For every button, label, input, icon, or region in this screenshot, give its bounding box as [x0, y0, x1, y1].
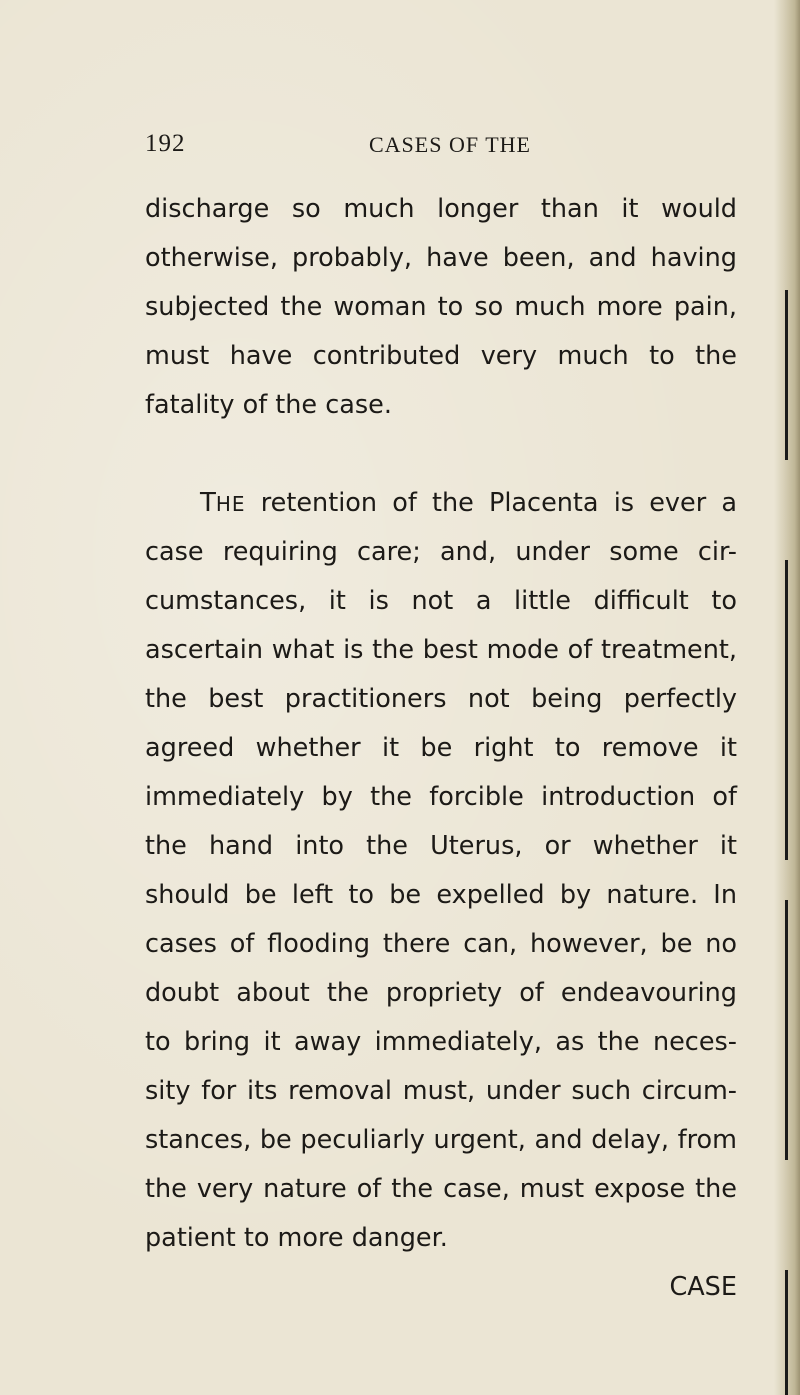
text-line: case requiring care; and, under some cir- [145, 537, 737, 567]
lead-small-caps: HE [215, 492, 246, 516]
text-line: the hand into the Uterus, or whether it [145, 831, 737, 861]
text-line: patient to more danger. [145, 1223, 448, 1253]
catchword: CASE [669, 1272, 737, 1302]
text-line: to bring it away immediately, as the neces- [145, 1027, 737, 1057]
lead-first-letter: T [200, 488, 216, 518]
text-line: discharge so much longer than it would [145, 194, 737, 224]
page-header [145, 130, 745, 162]
text-line: fatality of the case. [145, 390, 392, 420]
body-text [145, 185, 737, 1312]
text-line: the best practitioners not being perfectly [145, 684, 737, 714]
binding-edge-line [785, 560, 788, 860]
paragraph-lead-line [145, 479, 737, 528]
text-line: otherwise, probably, have been, and having [145, 243, 737, 273]
text-line: must have contributed very much to the [145, 341, 737, 371]
text-line: cases of flooding there can, however, be no [145, 929, 737, 959]
page-number: 192 [145, 130, 186, 157]
lead-line-rest: retention of the Placenta is ever a [245, 488, 737, 518]
binding-edge-line [785, 1270, 788, 1395]
running-head: CASES OF THE [369, 132, 531, 157]
text-line: the very nature of the case, must expose the [145, 1174, 737, 1204]
text-line: stances, be peculiarly urgent, and delay, from [145, 1125, 737, 1155]
binding-edge-line [785, 290, 788, 460]
text-line: doubt about the propriety of endeavouring [145, 978, 737, 1008]
paragraph-gap [145, 430, 737, 479]
binding-edge-line [785, 900, 788, 1160]
text-line: should be left to be expelled by nature. In [145, 880, 737, 910]
text-line: subjected the woman to so much more pain, [145, 292, 737, 322]
text-line: cumstances, it is not a little difficult to [145, 586, 737, 616]
text-line: immediately by the forcible introduction of [145, 782, 737, 812]
text-line: agreed whether it be right to remove it [145, 733, 737, 763]
text-line: sity for its removal must, under such circum- [145, 1076, 737, 1106]
text-line: ascertain what is the best mode of treatment, [145, 635, 737, 665]
